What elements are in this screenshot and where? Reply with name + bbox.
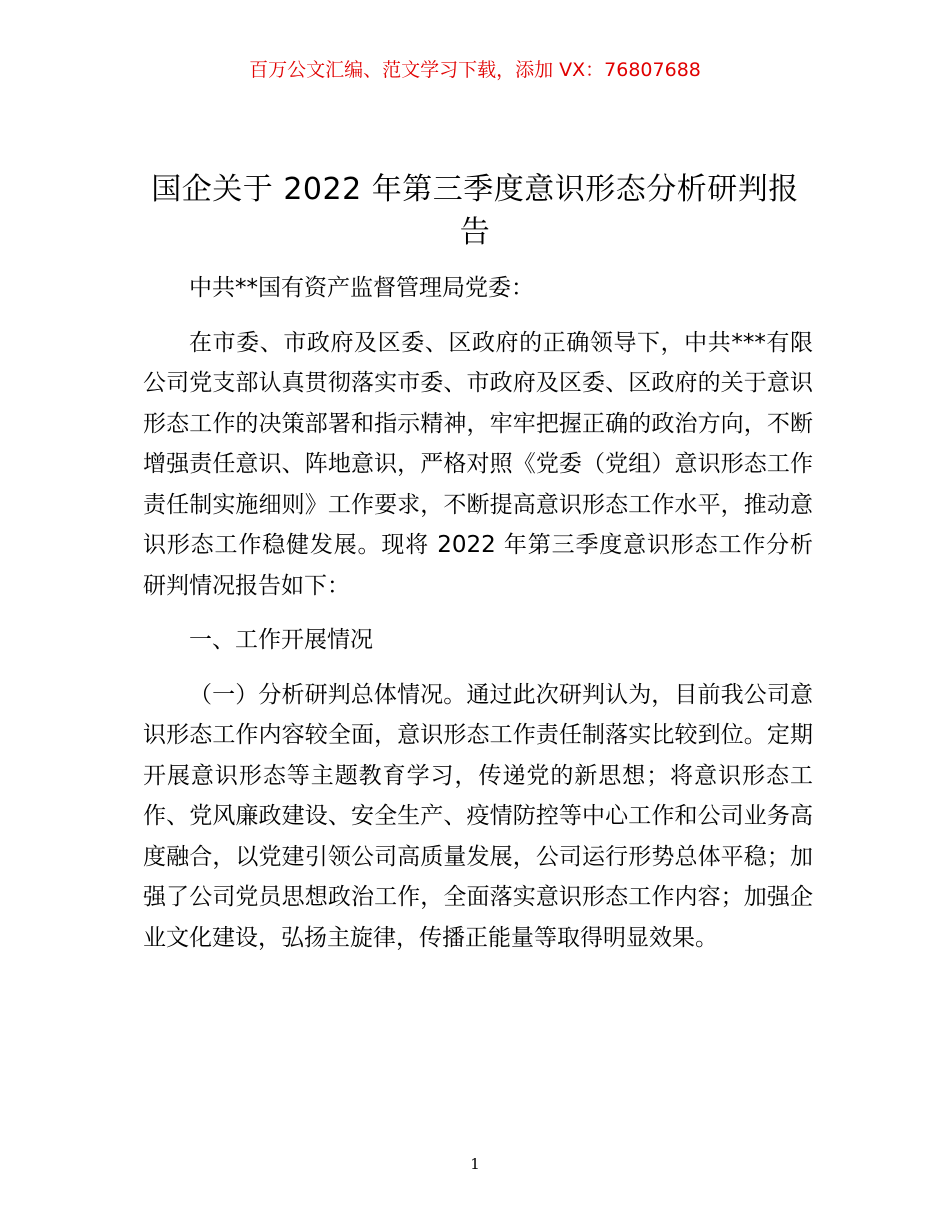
paragraph-intro: 在市委、市政府及区委、区政府的正确领导下，中共***有限公司党支部认真贯彻落实市委、市政府及区委、区政府的关于意识形态工作的决策部署和指示精神，牢牢把握正确的政治方向，不断增强责任意识、阵地意识，严格对照《党委（党组）意识形态工作责任制实施细则》工作要求，不断提高意识形态工作水平，推动意识形态工作稳健发展。现将 2022 年第三季度意识形态工作分析研判情况报告如下： [143, 329, 813, 599]
promo-header: 百万公文汇编、范文学习下载，添加 VX：76807688 [249, 59, 701, 81]
paragraph-analysis: （一）分析研判总体情况。通过此次研判认为，目前我公司意识形态工作内容较全面，意识形态工作责任制落实比较到位。定期开展意识形态等主题教育学习，传递党的新思想；将意识形态工作、党风廉政建设、安全生产、疫情防控等中心工作和公司业务高度融合，以党建引领公司高质量发展，公司运行形势总体平稳；加强了公司党员思想政治工作，全面落实意识形态工作内容；加强企业文化建设，弘扬主旋律，传播正能量等取得明显效果。 [143, 681, 813, 951]
document-body [143, 268, 813, 972]
page-number: 1 [470, 1155, 480, 1173]
document-title: 国企关于 2022 年第三季度意识形态分析研判报告 [151, 172, 799, 250]
salutation: 中共**国有资产监督管理局党委： [189, 275, 534, 301]
section-heading: 一、工作开展情况 [189, 627, 373, 653]
